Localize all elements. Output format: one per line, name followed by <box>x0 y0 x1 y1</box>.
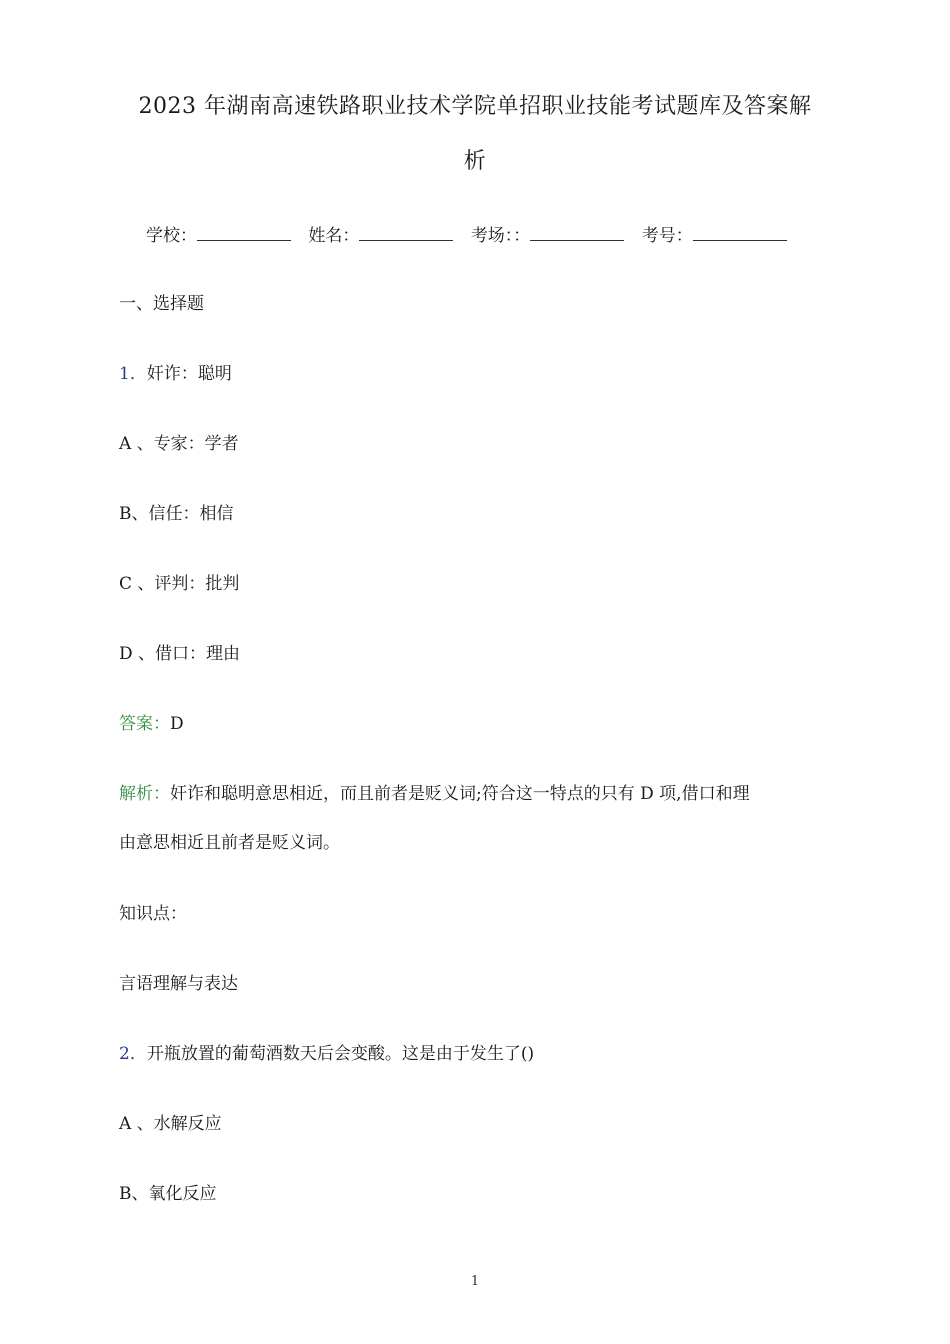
student-info-row <box>146 221 799 246</box>
analysis-label: 解析： <box>119 784 170 804</box>
q1-analysis-line2: 由意思相近且前者是贬义词。 <box>119 833 340 853</box>
name-label: 姓名： <box>308 226 360 246</box>
q1-option-d: D 、借口：理由 <box>119 644 241 664</box>
q1-analysis-line1 <box>119 779 750 804</box>
q1-answer <box>119 709 184 734</box>
q2-option-a: A 、水解反应 <box>119 1114 222 1134</box>
section-heading: 一、选择题 <box>119 294 204 314</box>
q1-option-b: B、信任：相信 <box>119 504 234 524</box>
number-label: 考号： <box>641 226 693 246</box>
q2-option-b: B、氧化反应 <box>119 1184 217 1204</box>
question-stem: 开瓶放置的葡萄酒数天后会变酸。这是由于发生了() <box>146 1044 535 1064</box>
school-blank <box>197 224 291 241</box>
question-number: 1． <box>119 364 147 384</box>
document-title-line2: 析 <box>463 149 487 174</box>
number-blank <box>693 224 787 241</box>
school-label: 学校： <box>146 226 197 246</box>
document-title-line1: 2023 年湖南高速铁路职业技术学院单招职业技能考试题库及答案解 <box>138 94 812 119</box>
q1-option-c: C 、评判：批判 <box>119 574 240 594</box>
q1-knowledge-label: 知识点： <box>119 904 187 924</box>
page-number: 1 <box>470 1274 480 1289</box>
q1-option-a: A 、专家：学者 <box>119 434 239 454</box>
answer-value: D <box>170 714 184 734</box>
room-blank <box>530 224 624 241</box>
q1-knowledge-value: 言语理解与表达 <box>119 974 238 994</box>
name-blank <box>359 224 453 241</box>
question-number: 2． <box>119 1044 147 1064</box>
analysis-text: 奸诈和聪明意思相近，而且前者是贬义词;符合这一特点的只有 D 项,借口和理 <box>170 784 750 804</box>
answer-label: 答案： <box>119 714 170 734</box>
room-label: 考场：： <box>470 226 531 246</box>
question-1 <box>119 359 232 384</box>
question-stem: 奸诈：聪明 <box>146 364 232 384</box>
question-2 <box>119 1039 534 1064</box>
